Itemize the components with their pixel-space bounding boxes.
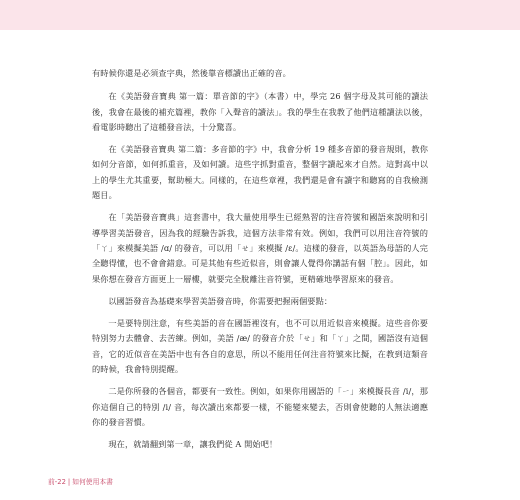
paragraph: 在《美語發音寶典 第二篇：多音節的字》中，我會分析 19 種多音節的發音規則，教你如何分音節，如何抓重音，及如何讀。這些字抓對重音，整個字讀起來才自然。這對高中以上的學生尤其重要，幫助極大。同樣的，在這些章裡，我們還是會有讀字和聽寫的自我檢測題目。 xyxy=(92,144,428,201)
page-body xyxy=(92,66,428,460)
paragraph: 現在，就請翻到第一章，讓我們從 A 開始吧！ xyxy=(108,439,278,450)
paragraph: 有時候你還是必須查字典，然後靠音標讀出正確的音。 xyxy=(92,68,291,78)
paragraph: 在《美語發音寶典 第一篇：單音節的字》（本書）中，學完 26 個字母及其可能的讀法後，我會在最後的補充篇裡，教你「入聲音的讀法」。我的學生在我教了他們這種讀法以後，看電影時聽出了這種發音法，十分驚喜。 xyxy=(92,91,428,132)
paragraph: 在「美語發音寶典」這套書中，我大量使用學生已經熟習的注音符號和國語來說明和引導學習美語發音，因為我的經驗告訴我，這個方法非常有效。例如，我們可以用注音符號的「ㄚ」來模擬美語 /ɑ/ 的發音，可以用「ㄝ」來模擬 /ɛ/。這樣的發音，以英語為母語的人完全聽得懂，也不會會錯意。可是其他有些近似音，則會讓人覺得你講話有個「腔」。因此，如果你想在發音方面更上一層樓，就要完全脫離注音符號，更精確地學習原來的發音。 xyxy=(92,212,428,284)
page-number: 前-22 xyxy=(48,478,66,486)
header-band xyxy=(0,0,520,30)
paragraph: 二是你所發的各個音，都要有一致性。例如，如果你用國語的「ㄧ」來模擬長音 /i/，那你這個自己的特別 /i/ 音，每次讀出來都要一樣，不能變來變去，否則會使聽的人無法適應你的發音習慣。 xyxy=(92,386,428,427)
paragraph: 以國語發音為基礎來學習美語發音時，你需要把握兩個要點： xyxy=(108,295,333,306)
paragraph: 一是要特別注意，有些美語的音在國語裡沒有，也不可以用近似音來模擬。這些音你要特別努力去體會、去苦練。例如，美語 /æ/ 的發音介於「ㄝ」和「ㄚ」之間，國語沒有這個音，它的近似音在美語中也有各自的意思，所以不能用任何注音符號來比擬，在教到這類音的時候，我會特別提醒。 xyxy=(92,318,428,375)
footer-separator: | xyxy=(67,478,71,486)
section-title: 如何使用本書 xyxy=(72,478,113,486)
page-footer xyxy=(48,476,113,486)
